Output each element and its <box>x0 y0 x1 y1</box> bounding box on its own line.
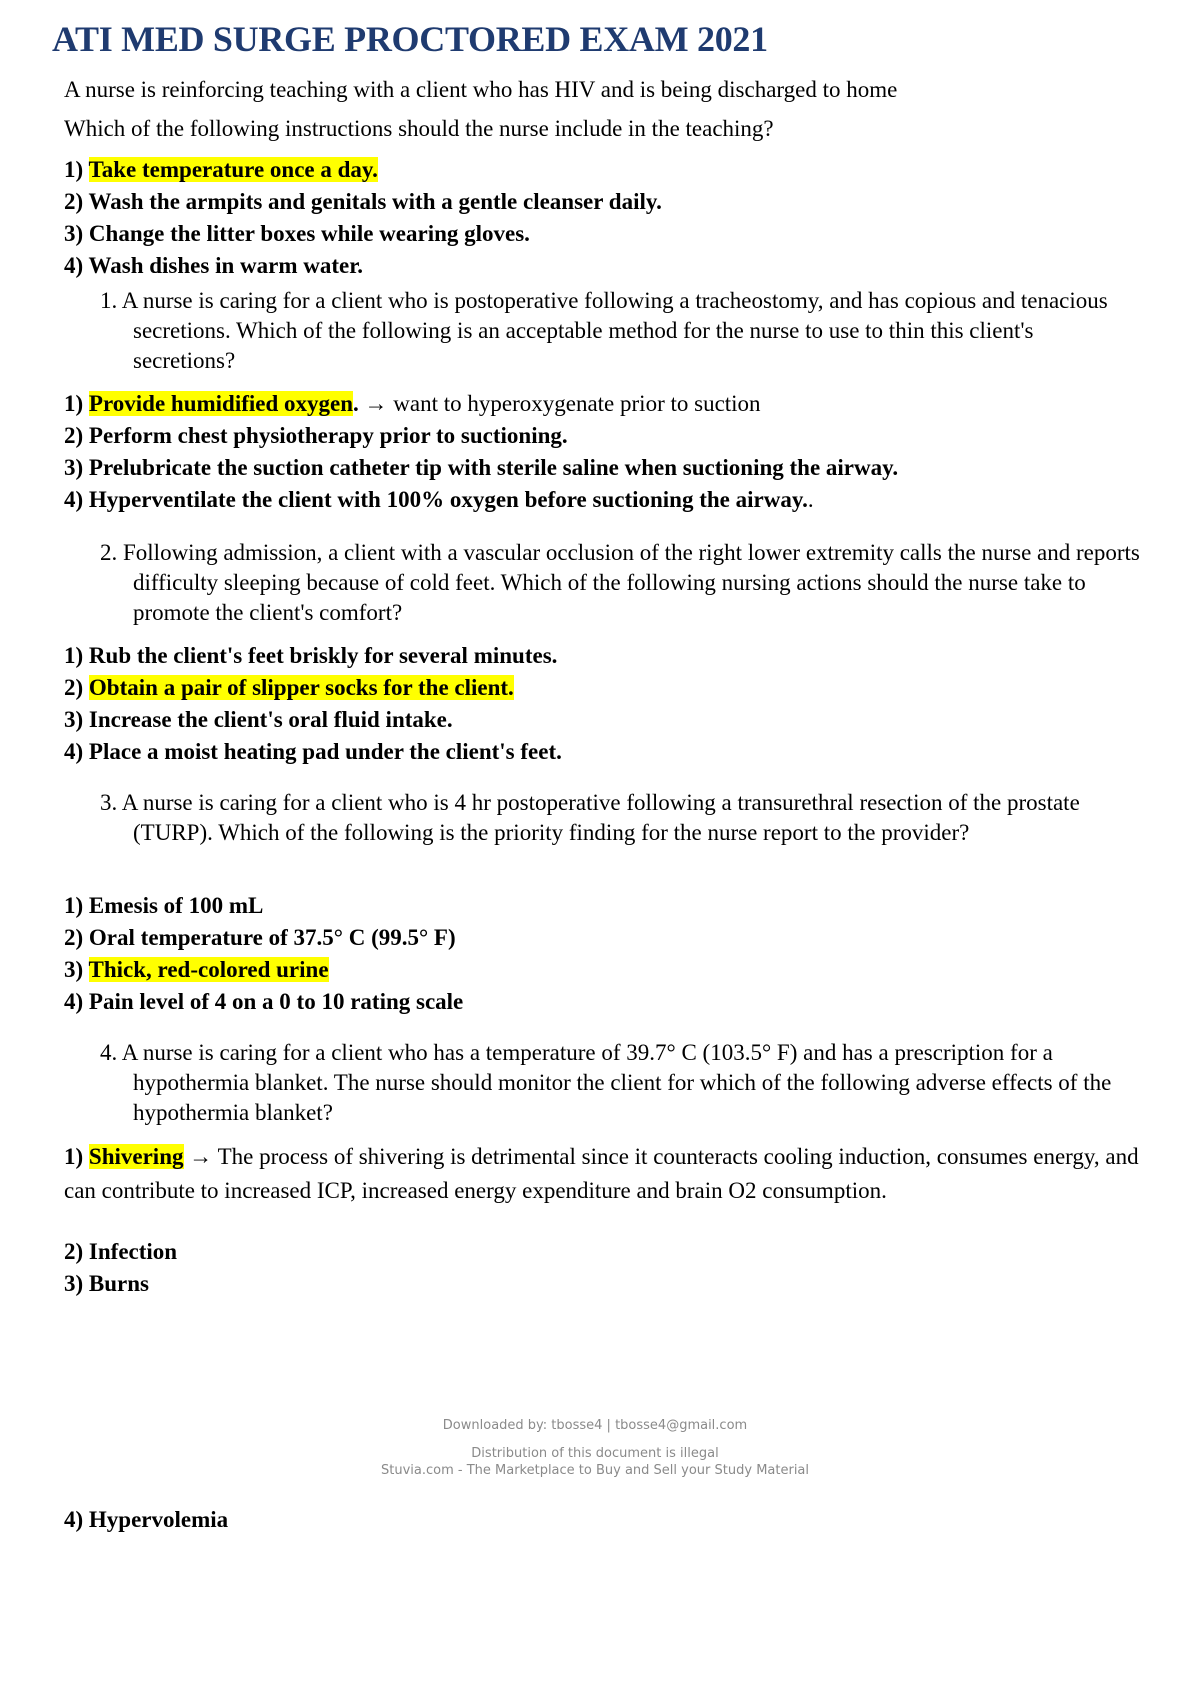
question-2-stem <box>100 538 1140 628</box>
download-notice: Downloaded by: tbosse4 | tbosse4@gmail.com <box>442 1418 748 1433</box>
option-item <box>64 420 898 452</box>
option-item <box>64 672 562 704</box>
option-text-highlighted: Provide humidified oxygen <box>88 391 354 416</box>
question-4-stem <box>100 1038 1140 1128</box>
option-text: Emesis of 100 mL <box>88 893 264 918</box>
q4-option-1 <box>64 1140 1164 1208</box>
option-item <box>64 1504 228 1536</box>
option-item <box>64 986 463 1018</box>
q0-options <box>64 154 662 282</box>
q2-options <box>64 640 562 768</box>
option-item <box>64 704 562 736</box>
option-number: 2) <box>64 1239 84 1264</box>
option-number: 2) <box>64 925 84 950</box>
option-text-highlighted: Thick, red-colored urine <box>88 957 329 982</box>
question-3-stem <box>100 788 1140 848</box>
option-item <box>64 640 562 672</box>
option-item <box>64 1236 177 1268</box>
stuvia-tagline: Stuvia.com - The Marketplace to Buy and Sell your Study Material <box>380 1463 810 1478</box>
intro-question <box>64 70 897 148</box>
question-text: 1. A nurse is caring for a client who is postoperative following a tracheostomy, and has copious and tenacious secretions. Which of the following is an acceptable method for the nurse to use to thin this client's secretions? <box>100 288 1108 373</box>
option-text: Place a moist heating pad under the client's feet. <box>88 739 562 764</box>
question-text: 3. A nurse is caring for a client who is 4 hr postoperative following a transurethral resection of the prostate (TURP). Which of the following is the priority finding for the nurse report to the provider? <box>100 790 1080 845</box>
option-item <box>64 1268 177 1300</box>
answer-note: → The process of shivering is detrimental since it counteracts cooling induction, consumes energy, and can contribute to increased ICP, increased energy expenditure and brain O2 consumption. <box>64 1144 1139 1203</box>
option-text-highlighted: Shivering <box>88 1144 184 1169</box>
option-text: Rub the client's feet briskly for several minutes. <box>88 643 558 668</box>
question-text: 4. A nurse is caring for a client who has a temperature of 39.7° C (103.5° F) and has a prescription for a hypothermia blanket. The nurse should monitor the client for which of the following adverse effects of the hypothermia blanket? <box>100 1040 1112 1125</box>
option-number: 2) <box>64 675 84 700</box>
option-suffix: . <box>807 487 814 512</box>
option-item <box>64 922 463 954</box>
option-text: Wash the armpits and genitals with a gentle cleanser daily. <box>88 189 662 214</box>
page-title: ATI MED SURGE PROCTORED EXAM 2021 <box>52 19 768 59</box>
option-item <box>64 388 898 420</box>
option-number: 3) <box>64 221 84 246</box>
option-text-highlighted: Take temperature once a day. <box>88 157 378 182</box>
option-number: 4) <box>64 739 84 764</box>
option-number: 4) <box>64 989 84 1014</box>
option-number: 4) <box>64 1507 84 1532</box>
option-text: Change the litter boxes while wearing gloves. <box>88 221 530 246</box>
q4-option-4 <box>64 1504 228 1536</box>
option-number: 4) <box>64 487 84 512</box>
option-item <box>64 250 662 282</box>
q4-options <box>64 1236 177 1300</box>
option-text: Increase the client's oral fluid intake. <box>88 707 453 732</box>
option-item <box>64 452 898 484</box>
option-item <box>64 890 463 922</box>
option-number: 1) <box>64 893 84 918</box>
option-number: 3) <box>64 707 84 732</box>
intro-line-1: A nurse is reinforcing teaching with a client who has HIV and is being discharged to home <box>64 77 898 102</box>
option-text: Pain level of 4 on a 0 to 10 rating scale <box>88 989 464 1014</box>
option-item <box>64 484 898 516</box>
option-suffix: . <box>353 391 359 416</box>
answer-note: → want to hyperoxygenate prior to suction <box>358 391 761 416</box>
option-text: Infection <box>88 1239 178 1264</box>
question-text: 2. Following admission, a client with a vascular occlusion of the right lower extremity calls the nurse and reports difficulty sleeping because of cold feet. Which of the following nursing actions should the nurse take to promote the client's comfort? <box>100 540 1140 625</box>
q1-options <box>64 388 898 516</box>
option-number: 1) <box>64 643 84 668</box>
intro-line-2: Which of the following instructions should the nurse include in the teaching? <box>64 116 774 141</box>
option-number: 1) <box>64 391 84 416</box>
option-item <box>64 186 662 218</box>
option-item <box>64 218 662 250</box>
option-number: 4) <box>64 253 84 278</box>
q3-options <box>64 890 463 1018</box>
option-text: Perform chest physiotherapy prior to suctioning. <box>88 423 568 448</box>
option-number: 3) <box>64 1271 84 1296</box>
option-text: Prelubricate the suction catheter tip with sterile saline when suctioning the airway. <box>88 455 899 480</box>
option-item <box>64 1140 1164 1208</box>
option-number: 3) <box>64 957 84 982</box>
option-text: Oral temperature of 37.5° C (99.5° F) <box>88 925 456 950</box>
option-text: Hypervolemia <box>88 1507 229 1532</box>
option-number: 2) <box>64 423 84 448</box>
option-number: 1) <box>64 157 84 182</box>
option-text-highlighted: Obtain a pair of slipper socks for the client. <box>88 675 514 700</box>
option-text: Wash dishes in warm water. <box>88 253 364 278</box>
option-item <box>64 954 463 986</box>
option-item <box>64 736 562 768</box>
option-text: Burns <box>88 1271 150 1296</box>
question-1-stem <box>100 286 1140 376</box>
option-number: 3) <box>64 455 84 480</box>
option-number: 1) <box>64 1144 84 1169</box>
option-text: Hyperventilate the client with 100% oxygen before suctioning the airway. <box>88 487 808 512</box>
option-item <box>64 154 662 186</box>
distribution-notice: Distribution of this document is illegal <box>471 1446 719 1461</box>
option-number: 2) <box>64 189 84 214</box>
